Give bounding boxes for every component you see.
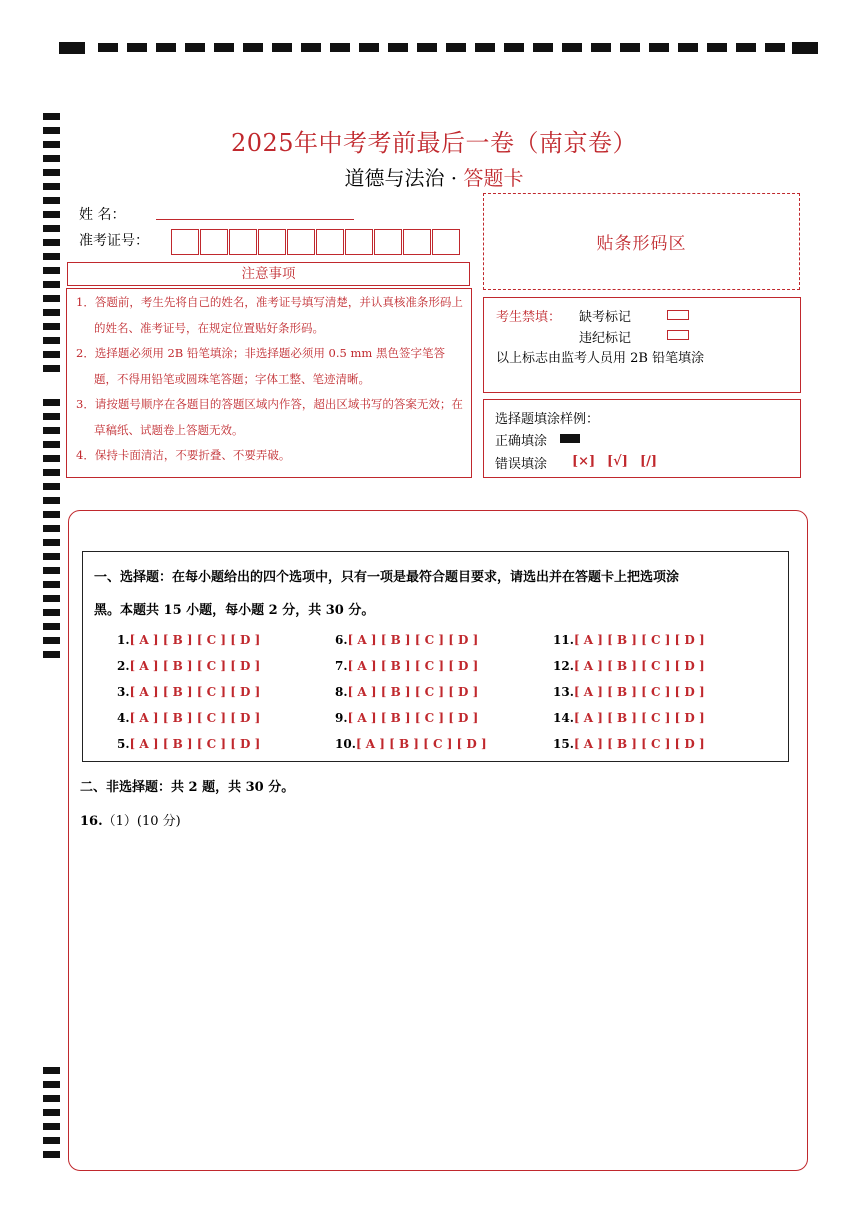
timing-mark bbox=[446, 43, 466, 52]
timing-mark bbox=[43, 281, 60, 288]
timing-mark bbox=[301, 43, 321, 52]
question-row[interactable] bbox=[117, 659, 260, 673]
page-subtitle bbox=[0, 162, 868, 191]
subject-name: 道德与法治 · bbox=[344, 166, 464, 190]
timing-mark bbox=[43, 225, 60, 232]
forbidden-note: 以上标志由监考人员用 2B 铅笔填涂 bbox=[496, 351, 705, 366]
id-digit-box[interactable] bbox=[171, 229, 199, 255]
timing-mark bbox=[43, 553, 60, 560]
question-row[interactable] bbox=[553, 737, 705, 751]
timing-mark bbox=[43, 239, 60, 246]
question-row[interactable] bbox=[553, 711, 705, 725]
question-number: 8. bbox=[335, 685, 348, 699]
answer-options[interactable]: [ A ] [ B ] [ C ] [ D ] bbox=[129, 711, 261, 725]
question-row[interactable] bbox=[335, 685, 478, 699]
timing-mark bbox=[620, 43, 640, 52]
id-digit-box[interactable] bbox=[403, 229, 431, 255]
note-item: 4．保持卡面清洁，不要折叠、不要弄破。 bbox=[76, 448, 291, 462]
id-digit-box[interactable] bbox=[432, 229, 460, 255]
question-number: 10. bbox=[335, 737, 356, 751]
question-row[interactable] bbox=[335, 711, 478, 725]
timing-mark bbox=[43, 637, 60, 644]
timing-mark bbox=[678, 43, 698, 52]
timing-mark bbox=[272, 43, 292, 52]
timing-mark bbox=[43, 1137, 60, 1144]
exam-id-label: 准考证号： bbox=[79, 233, 149, 249]
timing-mark bbox=[43, 623, 60, 630]
timing-mark bbox=[43, 441, 60, 448]
timing-mark bbox=[43, 525, 60, 532]
timing-mark bbox=[43, 351, 60, 358]
name-label: 姓 名： bbox=[79, 207, 126, 223]
absent-mark-box[interactable] bbox=[667, 310, 689, 320]
timing-mark bbox=[98, 43, 118, 52]
timing-mark bbox=[649, 43, 669, 52]
question-16-part: （1）(10 分) bbox=[102, 814, 181, 829]
answer-options[interactable]: [ A ] [ B ] [ C ] [ D ] bbox=[573, 711, 705, 725]
timing-mark bbox=[59, 42, 85, 54]
multiple-choice-box bbox=[82, 551, 789, 762]
id-digit-box[interactable] bbox=[374, 229, 402, 255]
question-number: 13. bbox=[553, 685, 574, 699]
answer-options[interactable]: [ A ] [ B ] [ C ] [ D ] bbox=[129, 633, 261, 647]
name-field[interactable] bbox=[156, 219, 354, 220]
id-digit-box[interactable] bbox=[345, 229, 373, 255]
answer-options[interactable]: [ A ] [ B ] [ C ] [ D ] bbox=[347, 711, 479, 725]
timing-mark bbox=[43, 1151, 60, 1158]
answer-options[interactable]: [ A ] [ B ] [ C ] [ D ] bbox=[573, 737, 705, 751]
question-number: 5. bbox=[117, 737, 130, 751]
timing-mark bbox=[43, 197, 60, 204]
barcode-area[interactable] bbox=[483, 193, 800, 290]
section1-title-line2: 黑。本题共 15 小题，每小题 2 分，共 30 分。 bbox=[94, 603, 375, 618]
timing-mark bbox=[591, 43, 611, 52]
timing-mark bbox=[765, 43, 785, 52]
question-row[interactable] bbox=[553, 659, 705, 673]
timing-mark bbox=[43, 595, 60, 602]
question-number: 7. bbox=[335, 659, 348, 673]
timing-mark bbox=[43, 469, 60, 476]
timing-mark bbox=[43, 497, 60, 504]
question-row[interactable] bbox=[335, 737, 487, 751]
timing-mark bbox=[43, 539, 60, 546]
page-title: 2025年中考考前最后一卷（南京卷） bbox=[230, 129, 638, 157]
timing-mark bbox=[43, 609, 60, 616]
section2-title: 二、非选择题：共 2 题，共 30 分。 bbox=[80, 780, 295, 795]
notes-box bbox=[66, 288, 472, 478]
timing-mark bbox=[43, 413, 60, 420]
answer-options[interactable]: [ A ] [ B ] [ C ] [ D ] bbox=[347, 633, 479, 647]
note-item: 3．请按题号顺序在各题目的答题区域内作答，超出区域书写的答案无效；在草稿纸、试题卷上答题无效。 bbox=[76, 397, 463, 437]
timing-mark bbox=[792, 42, 818, 54]
timing-mark bbox=[707, 43, 727, 52]
id-digit-box[interactable] bbox=[258, 229, 286, 255]
answer-options[interactable]: [ A ] [ B ] [ C ] [ D ] bbox=[347, 685, 479, 699]
fill-example-title: 选择题填涂样例： bbox=[495, 412, 600, 427]
timing-mark bbox=[43, 113, 60, 120]
question-row[interactable] bbox=[335, 633, 478, 647]
question-number: 1. bbox=[117, 633, 130, 647]
question-row[interactable] bbox=[117, 633, 260, 647]
answer-options[interactable]: [ A ] [ B ] [ C ] [ D ] bbox=[129, 737, 261, 751]
timing-mark bbox=[43, 337, 60, 344]
timing-mark bbox=[475, 43, 495, 52]
section1-title-line1: 一、选择题：在每小题给出的四个选项中，只有一项是最符合题目要求，请选出并在答题卡上把选项涂 bbox=[94, 570, 680, 585]
timing-mark bbox=[43, 455, 60, 462]
question-row[interactable] bbox=[117, 711, 260, 725]
timing-mark bbox=[185, 43, 205, 52]
timing-mark bbox=[43, 253, 60, 260]
wrong-mark-example: [×] bbox=[572, 454, 596, 469]
violation-label: 违纪标记 bbox=[579, 331, 632, 346]
question-number: 6. bbox=[335, 633, 348, 647]
answer-options[interactable]: [ A ] [ B ] [ C ] [ D ] bbox=[129, 685, 261, 699]
timing-mark bbox=[736, 43, 756, 52]
question-row[interactable] bbox=[335, 659, 478, 673]
timing-mark bbox=[43, 309, 60, 316]
timing-mark bbox=[417, 43, 437, 52]
question-number: 11. bbox=[553, 633, 574, 647]
question-row[interactable] bbox=[117, 737, 260, 751]
answer-card-label: 答题卡 bbox=[463, 166, 524, 190]
question-number: 9. bbox=[335, 711, 348, 725]
wrong-fill-label: 错误填涂 bbox=[495, 457, 548, 472]
answer-options[interactable]: [ A ] [ B ] [ C ] [ D ] bbox=[129, 659, 261, 673]
violation-mark-box[interactable] bbox=[667, 330, 689, 340]
timing-mark bbox=[156, 43, 176, 52]
timing-mark bbox=[43, 1081, 60, 1088]
timing-mark bbox=[214, 43, 234, 52]
note-item: 1．答题前，考生先将自己的姓名，准考证号填写清楚，并认真核准条形码上的姓名、准考证号，在规定位置贴好条形码。 bbox=[76, 295, 463, 335]
wrong-mark-example: [/] bbox=[640, 454, 658, 469]
timing-mark bbox=[533, 43, 553, 52]
timing-mark bbox=[43, 427, 60, 434]
timing-mark bbox=[43, 1109, 60, 1116]
timing-mark bbox=[330, 43, 350, 52]
question-row[interactable] bbox=[117, 685, 260, 699]
timing-mark bbox=[43, 365, 60, 372]
answer-options[interactable]: [ A ] [ B ] [ C ] [ D ] bbox=[573, 659, 705, 673]
wrong-mark-example: [√] bbox=[607, 454, 628, 469]
timing-mark bbox=[388, 43, 408, 52]
id-digit-box[interactable] bbox=[316, 229, 344, 255]
timing-mark bbox=[43, 1067, 60, 1074]
timing-mark bbox=[243, 43, 263, 52]
timing-mark bbox=[504, 43, 524, 52]
timing-mark bbox=[43, 581, 60, 588]
timing-mark bbox=[43, 1123, 60, 1130]
timing-mark bbox=[43, 567, 60, 574]
question-number: 12. bbox=[553, 659, 574, 673]
question-number: 14. bbox=[553, 711, 574, 725]
timing-mark bbox=[43, 267, 60, 274]
timing-mark bbox=[127, 43, 147, 52]
question-16-label bbox=[80, 810, 181, 829]
question-16-number: 16. bbox=[80, 814, 103, 829]
answer-options[interactable]: [ A ] [ B ] [ C ] [ D ] bbox=[573, 633, 705, 647]
timing-mark bbox=[43, 323, 60, 330]
correct-fill-label: 正确填涂 bbox=[495, 434, 548, 449]
timing-mark bbox=[562, 43, 582, 52]
timing-mark bbox=[359, 43, 379, 52]
forbidden-box bbox=[483, 297, 801, 393]
timing-mark bbox=[43, 211, 60, 218]
answer-options[interactable]: [ A ] [ B ] [ C ] [ D ] bbox=[355, 737, 487, 751]
question-row[interactable] bbox=[553, 633, 705, 647]
timing-mark bbox=[43, 399, 60, 406]
question-number: 4. bbox=[117, 711, 130, 725]
timing-mark bbox=[43, 511, 60, 518]
note-item: 2．选择题必须用 2B 铅笔填涂；非选择题必须用 0.5 mm 黑色签字笔答题，不得用铅笔或圆珠笔答题；字体工整、笔迹清晰。 bbox=[76, 346, 445, 386]
question-number: 2. bbox=[117, 659, 130, 673]
answer-options[interactable]: [ A ] [ B ] [ C ] [ D ] bbox=[573, 685, 705, 699]
barcode-label: 贴条形码区 bbox=[596, 234, 687, 254]
fill-example-box bbox=[483, 399, 801, 478]
timing-mark bbox=[43, 651, 60, 658]
timing-mark bbox=[43, 1095, 60, 1102]
timing-mark bbox=[43, 483, 60, 490]
question-row[interactable] bbox=[553, 685, 705, 699]
id-digit-box[interactable] bbox=[229, 229, 257, 255]
absent-label: 缺考标记 bbox=[579, 310, 632, 325]
question-number: 15. bbox=[553, 737, 574, 751]
forbidden-label: 考生禁填： bbox=[496, 310, 562, 325]
answer-options[interactable]: [ A ] [ B ] [ C ] [ D ] bbox=[347, 659, 479, 673]
question-16-answer-area[interactable] bbox=[80, 840, 796, 1160]
question-number: 3. bbox=[117, 685, 130, 699]
id-digit-box[interactable] bbox=[287, 229, 315, 255]
id-digit-box[interactable] bbox=[200, 229, 228, 255]
filled-mark-example bbox=[560, 434, 580, 443]
timing-mark bbox=[43, 295, 60, 302]
notes-title: 注意事项 bbox=[67, 262, 470, 286]
